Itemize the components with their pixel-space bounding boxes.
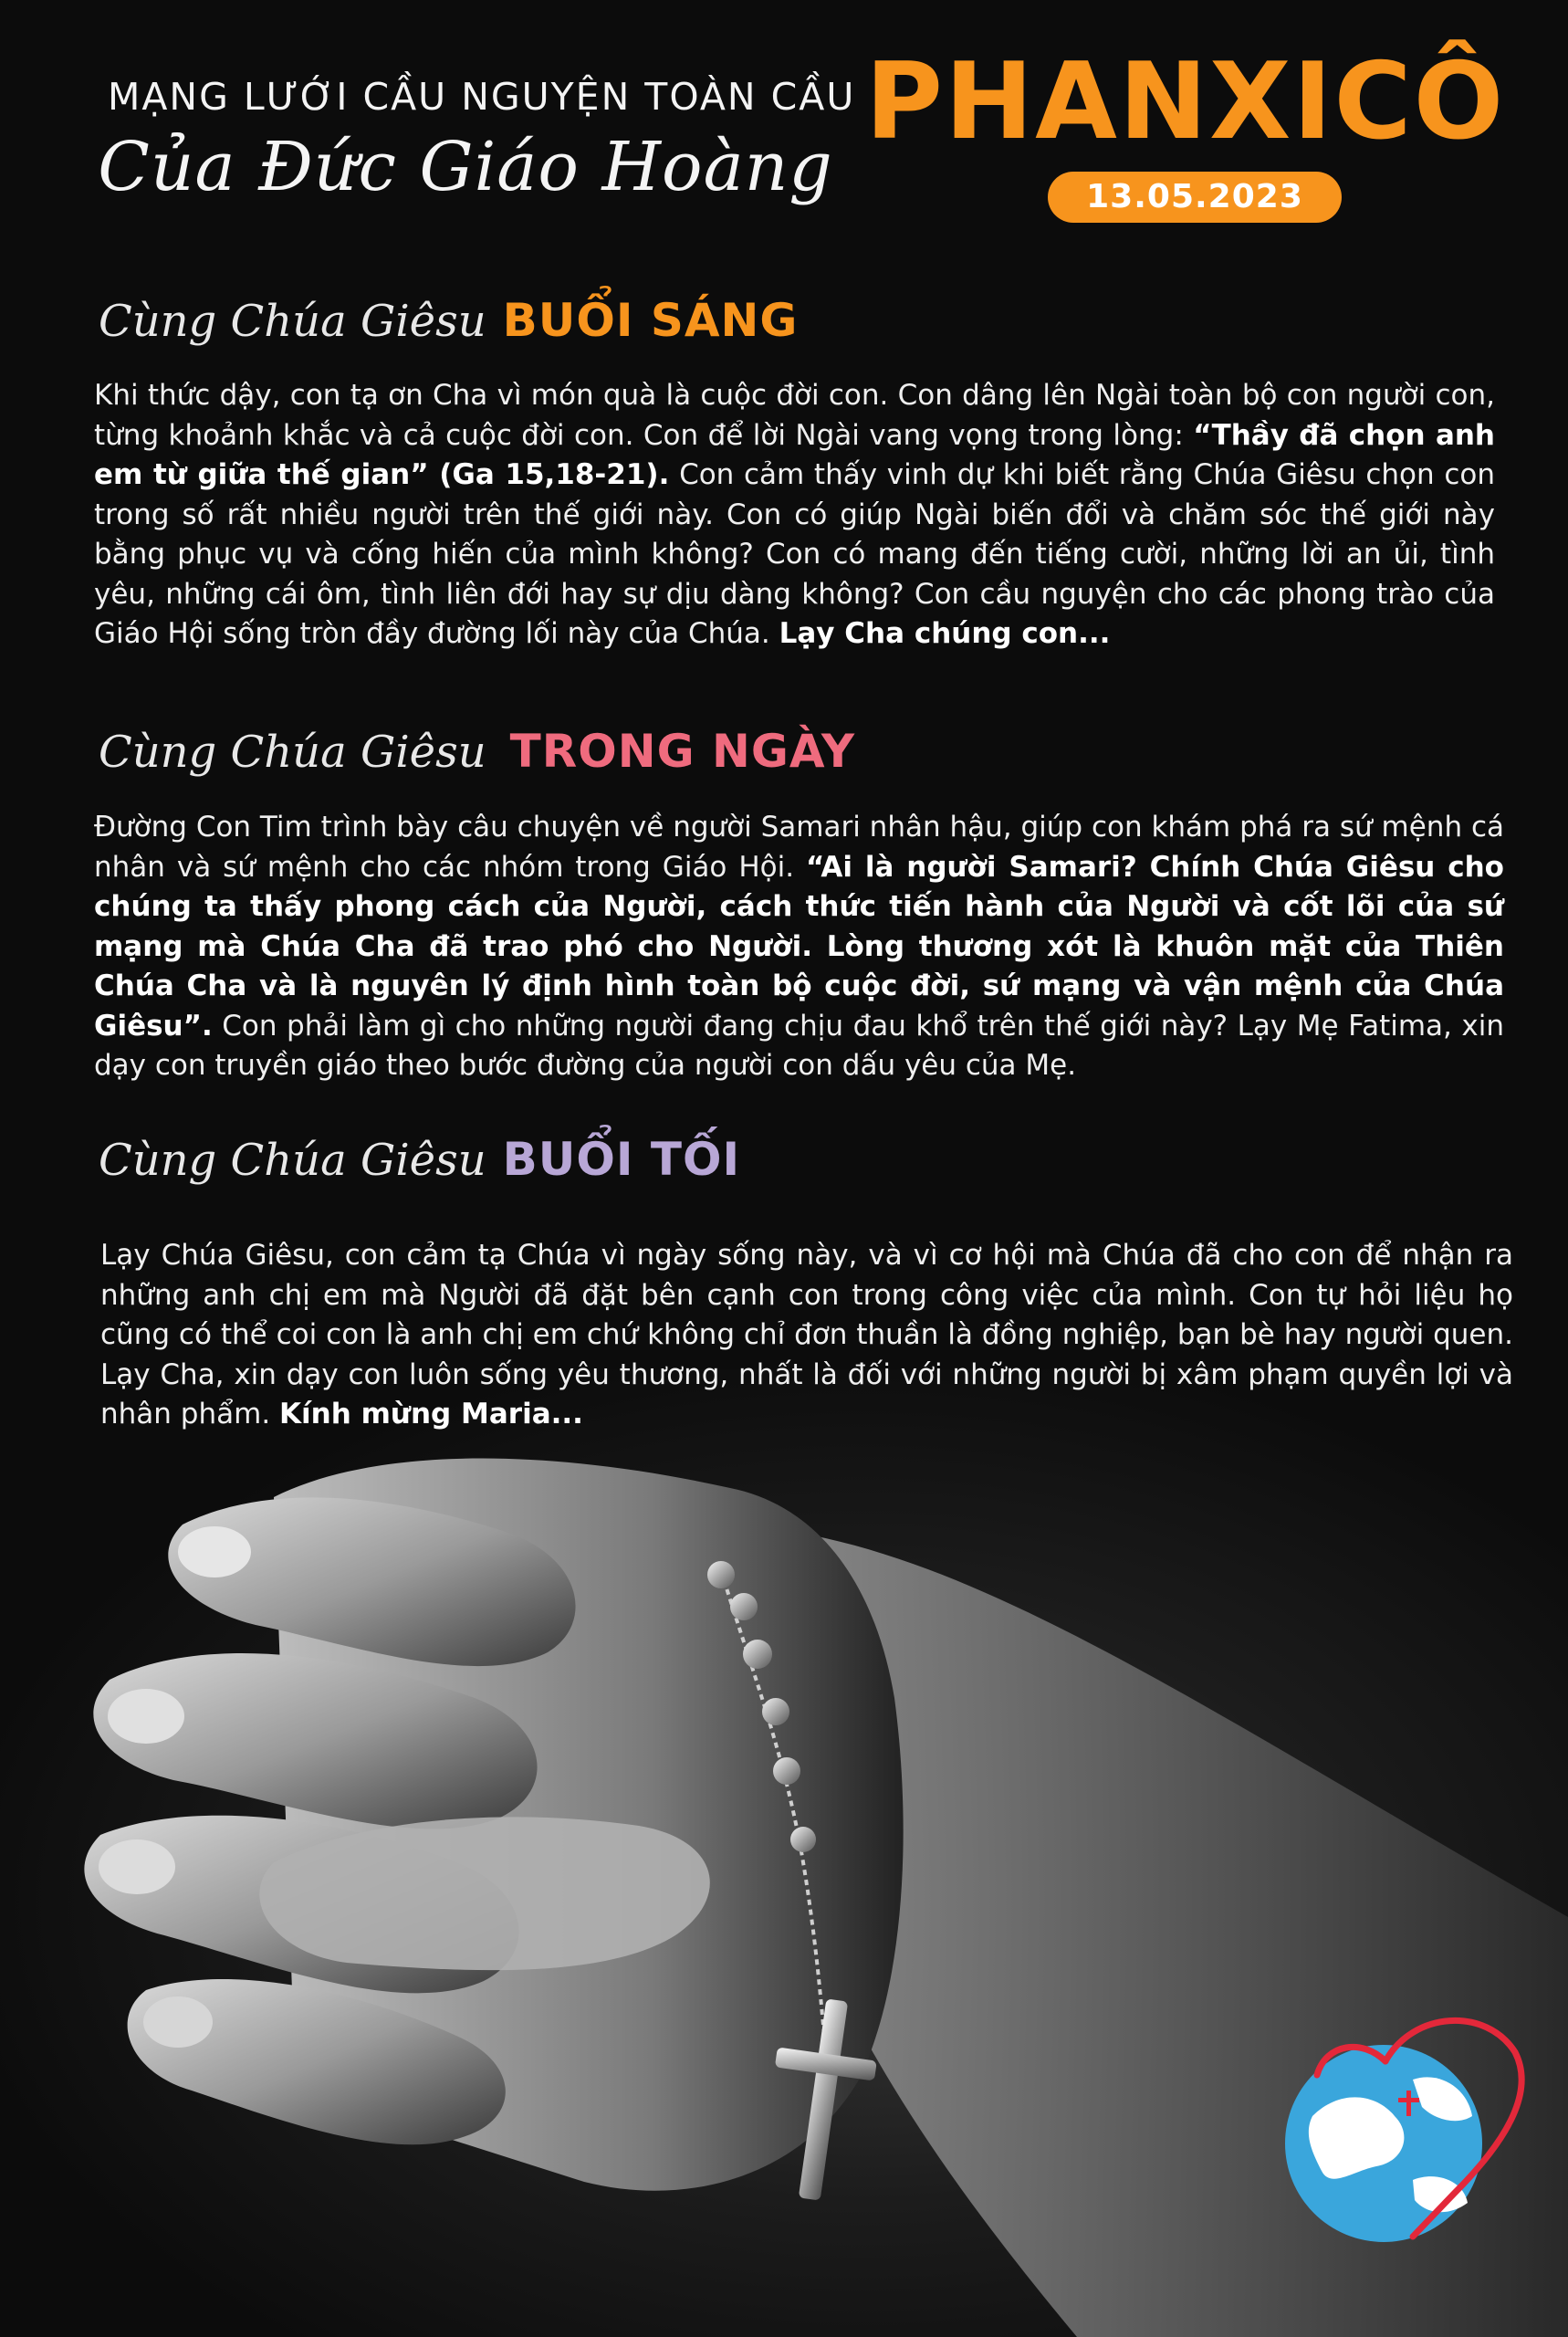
- section-morning-text: [94, 376, 1495, 655]
- network-subtitle-script: Của Đức Giáo Hoàng: [98, 128, 833, 206]
- section-title: TRONG NGÀY: [509, 725, 856, 778]
- section-day-text: [94, 808, 1504, 1086]
- emphasis-text: “Thầy đã chọn anh em từ giữa thế gian” (Ga 15,18-21).: [94, 418, 1496, 491]
- prayer-network-globe-heart-logo: [1276, 2007, 1531, 2244]
- body-text: Lạy Chúa Giêsu, con cảm tạ Chúa vì ngày sống này, và vì cơ hội mà Chúa đã cho con để nhận ra những anh chị em mà Người đã đặt bên cạnh con trong công việc của mình. Con tự hỏi liệu họ cũng có thể coi con là anh chị em chứ không chỉ đơn thuần là đồng nghiệp, bạn bè hay người quen. Lạy Cha, xin dạy con luôn sống yêu thương, nhất là đối với những người bị xâm phạm quyền lợi và nhân phẩm.: [100, 1239, 1513, 1430]
- section-evening-heading: [99, 1133, 740, 1186]
- section-lead: Cùng Chúa Giêsu: [99, 1135, 486, 1186]
- section-evening-text: [100, 1236, 1513, 1435]
- body-text: Con cảm thấy vinh dự khi biết rằng Chúa Giêsu chọn con trong số rất nhiều người trên thế giới này. Con có giúp Ngài biến đổi và chăm sóc thế giới này bằng phục vụ và cống hiến của mình không? Con có mang đến tiếng cười, những lời an ủi, tình yêu, những cái ôm, tình liên đới hay sự dịu dàng không? Con cầu nguyện cho các phong trào của Giáo Hội sống tròn đầy đường lối này của Chúa.: [94, 458, 1496, 650]
- section-lead: Cùng Chúa Giêsu: [99, 296, 486, 347]
- body-text: Đường Con Tim trình bày câu chuyện về người Samari nhân hậu, giúp con khám phá ra sứ mệnh cá nhân và sứ mệnh cho các nhóm trong Giáo Hội.: [94, 811, 1504, 884]
- section-day-heading: [99, 725, 855, 778]
- emphasis-text: Kính mừng Maria...: [279, 1398, 583, 1430]
- section-morning-heading: [99, 294, 798, 347]
- date-badge: 13.05.2023: [1048, 172, 1342, 223]
- network-title: MẠNG LƯỚI CẦU NGUYỆN TOÀN CẦU: [108, 75, 856, 119]
- emphasis-text: Lạy Cha chúng con...: [779, 617, 1111, 650]
- section-title: BUỔI SÁNG: [502, 294, 799, 347]
- section-title: BUỔI TỐI: [502, 1133, 741, 1186]
- emphasis-text: “Ai là người Samari? Chính Chúa Giêsu cho chúng ta thấy phong cách của Người, cách thức tiến hành của Người và cốt lõi của sứ mạng mà Chúa Cha đã trao phó cho Người. Lòng thương xót là khuôn mặt của Thiên Chúa Cha và là nguyên lý định hình toàn bộ cuộc đời, sứ mạng và vận mệnh của Chúa Giêsu”.: [94, 850, 1504, 1043]
- body-text: Con phải làm gì cho những người đang chịu đau khổ trên thế giới này? Lạy Mẹ Fatima, xin dạy con truyền giáo theo bước đường của người con dấu yêu của Mẹ.: [94, 1009, 1504, 1082]
- body-text: Khi thức dậy, con tạ ơn Cha vì món quà là cuộc đời con. Con dâng lên Ngài toàn bộ con người con, từng khoảnh khắc và cả cuộc đời con. Con để lời Ngài vang vọng trong lòng:: [94, 379, 1495, 452]
- section-lead: Cùng Chúa Giêsu: [99, 727, 486, 778]
- pope-name: PHANXICÔ: [865, 40, 1506, 163]
